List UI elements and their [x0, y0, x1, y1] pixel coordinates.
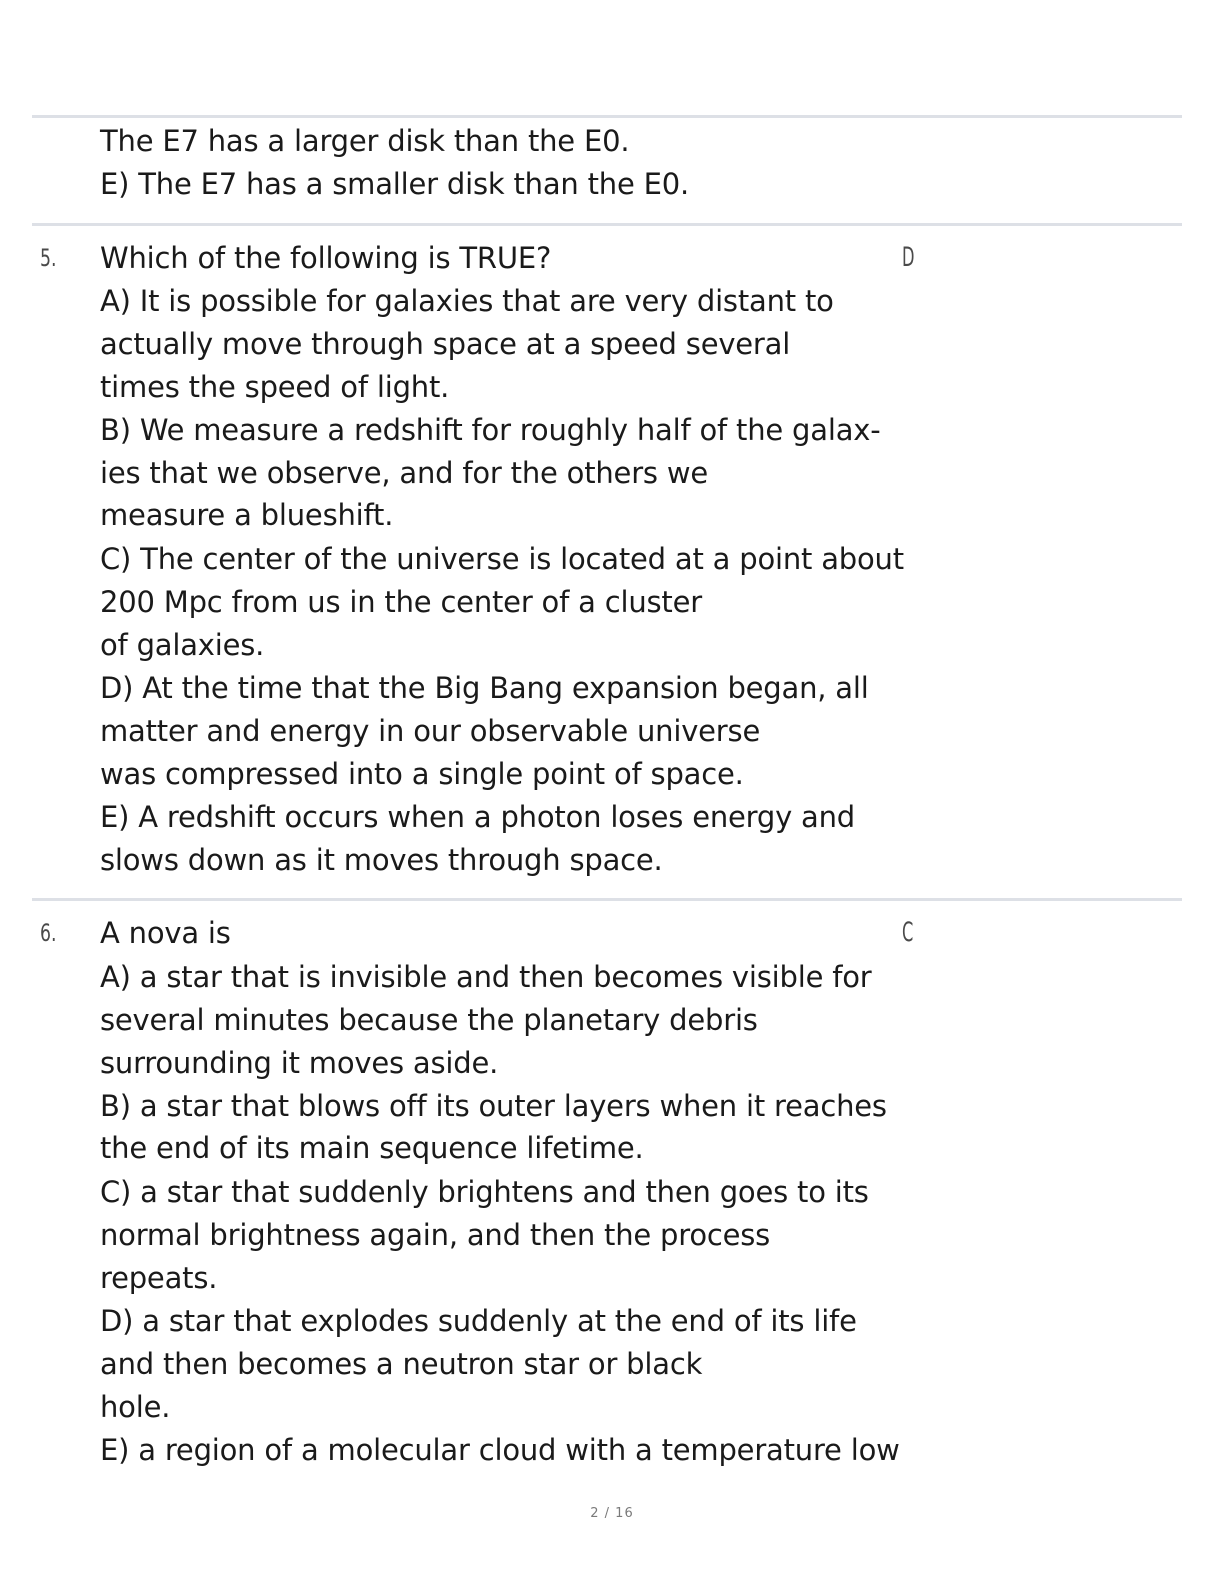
page-indicator: 2 / 16 — [590, 1506, 634, 1521]
option-d-cont: hole. — [100, 1390, 171, 1424]
option-e: E) a region of a molecular cloud with a temperature low — [100, 1433, 900, 1467]
option-a-cont: actually move through space at a speed several — [100, 327, 791, 361]
option-c-cont: of galaxies. — [100, 628, 265, 662]
option-b-cont: measure a blueshift. — [100, 498, 394, 532]
option-a-cont: times the speed of light. — [100, 370, 450, 404]
option-a-cont: several minutes because the planetary debris — [100, 1003, 758, 1037]
option-d-cont: matter and energy in our observable universe — [100, 714, 761, 748]
top-divider — [32, 115, 1182, 118]
divider-before-q6 — [32, 898, 1182, 901]
option-b-cont: the end of its main sequence lifetime. — [100, 1131, 644, 1165]
question-stem: Which of the following is TRUE? — [100, 241, 552, 275]
option-a-cont: surrounding it moves aside. — [100, 1046, 499, 1080]
divider-before-q5 — [32, 223, 1182, 226]
option-e: E) A redshift occurs when a photon loses energy and — [100, 800, 856, 834]
option-c: C) The center of the universe is located at a point about — [100, 542, 904, 576]
option-d: D) a star that explodes suddenly at the end of its life — [100, 1304, 857, 1338]
option-d-cont: and then becomes a neutron star or black — [100, 1347, 703, 1381]
option-c: C) a star that suddenly brightens and then goes to its — [100, 1175, 869, 1209]
option-d: D) At the time that the Big Bang expansion began, all — [100, 671, 869, 705]
carryover-line: The E7 has a larger disk than the E0. — [100, 124, 630, 158]
option-e-cont: slows down as it moves through space. — [100, 843, 663, 877]
option-b-cont: ies that we observe, and for the others we — [100, 456, 709, 490]
option-d-cont: was compressed into a single point of space. — [100, 757, 744, 791]
option-b: B) a star that blows off its outer layers when it reaches — [100, 1089, 887, 1123]
option-a: A) a star that is invisible and then becomes visible for — [100, 960, 872, 994]
answer-key: D — [902, 242, 915, 273]
question-number: 6. — [40, 919, 57, 947]
option-c-cont: normal brightness again, and then the process — [100, 1218, 771, 1252]
question-number: 5. — [40, 244, 57, 272]
question-stem: A nova is — [100, 916, 231, 950]
carryover-line: E) The E7 has a smaller disk than the E0. — [100, 167, 690, 201]
option-b: B) We measure a redshift for roughly half of the galax- — [100, 413, 881, 447]
option-a: A) It is possible for galaxies that are very distant to — [100, 284, 834, 318]
answer-key: C — [902, 917, 914, 948]
option-c-cont: 200 Mpc from us in the center of a cluster — [100, 585, 702, 619]
option-c-cont: repeats. — [100, 1261, 218, 1295]
